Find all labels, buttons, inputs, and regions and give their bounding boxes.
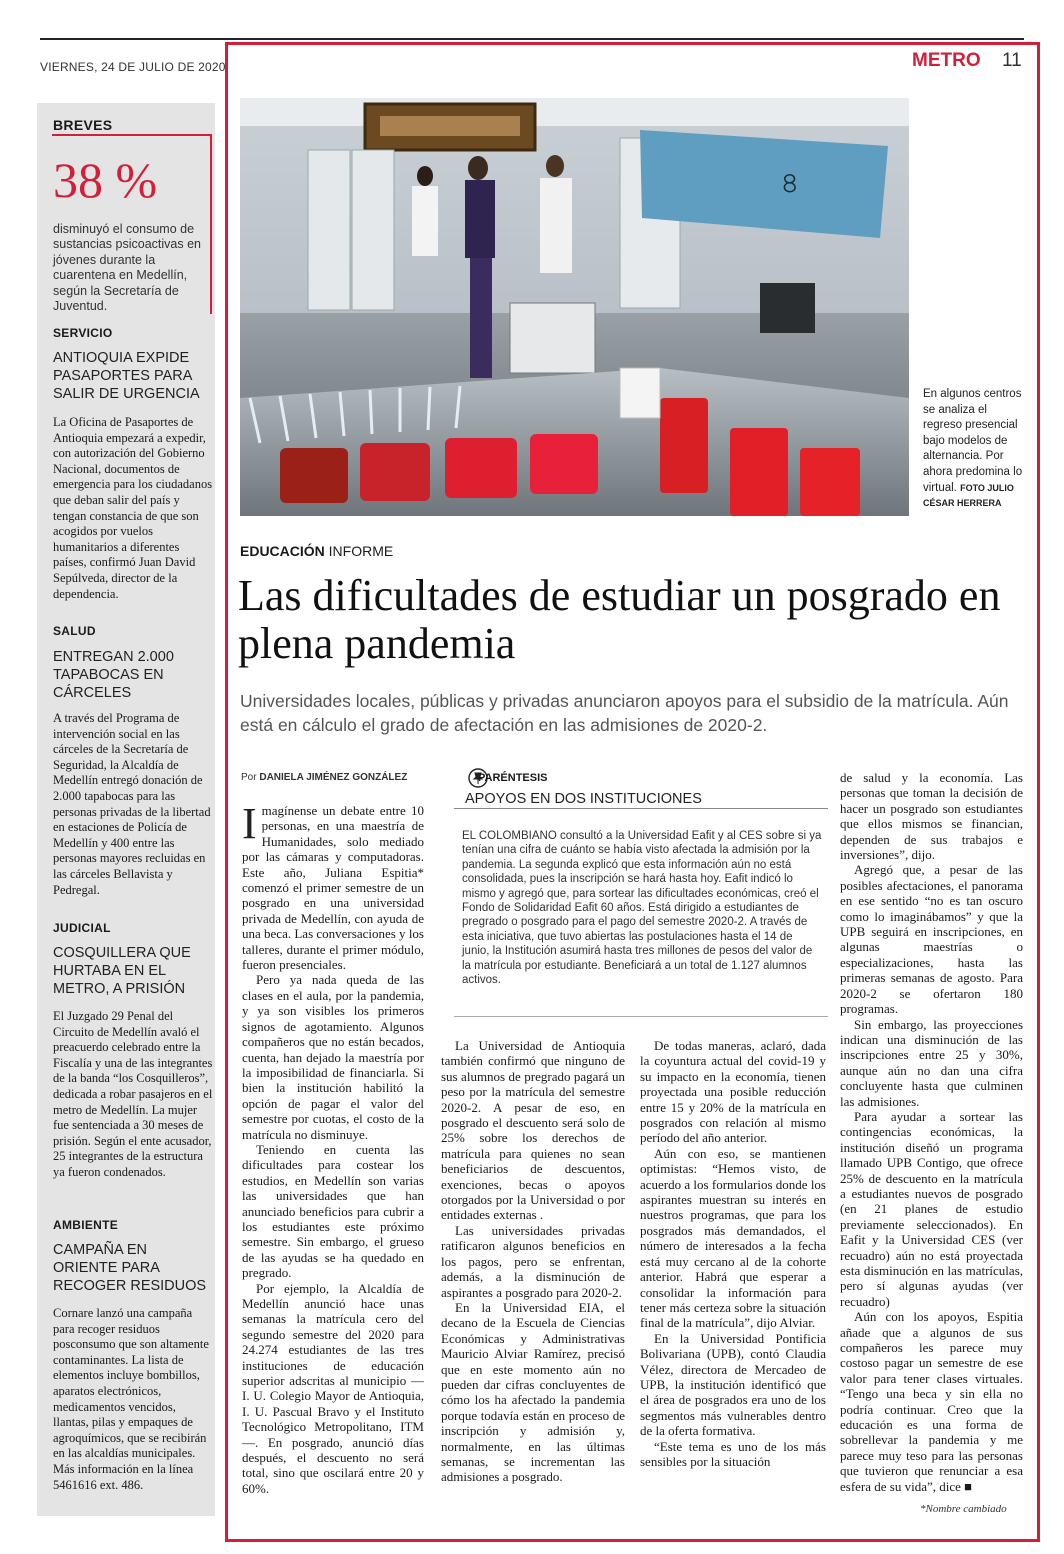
parentesis-bottom-rule (454, 1016, 828, 1017)
paragraph: Aún con los apoyos, Espitia añade que a algunos de sus compañeros les parece muy costoso pagar un semestre de ese valor para tener clases virtuales. “Tengo una beca y sin ella no podría continuar. Creo que la educación es una forma de sobrellevar la pandemia y me parece muy teso para las personas que tuvieron que renunciar a esa esfera de su vida”, dice ■ (840, 1309, 1023, 1494)
article-column-4 (840, 770, 1023, 1494)
paragraph: Teniendo en cuenta las dificultades para costear los estudios, en Medellín son varias las universidades que han anunciado beneficios para cubrir a los estudiantes este próximo semestre. Sin embargo, el grueso de las ayudas se ha quedado en pregrado. (242, 1141, 424, 1281)
sidebar-item-headline: ENTREGAN 2.000 TAPABOCAS EN CÁRCELES (53, 649, 174, 701)
paragraph (242, 799, 424, 973)
paragraph: Para ayudar a sortear las contingencias económicas, la institución diseñó un programa llamado UPB Contigo, que ofrece 25% de descuento en la matrícula a estudiantes nuevos de posgrado (en 21 planes de estudio previamente seleccionados). En Eafit y la Universidad CES (ver recuadro) aún no está proyectada esta disminución en las matrículas, pero sí algunas ayudas (ver recuadro) (840, 1108, 1023, 1309)
parentesis-label: PARÉNTESIS (478, 772, 548, 784)
issue-date: VIERNES, 24 DE JULIO DE 2020 (40, 60, 226, 74)
byline-prefix: Por (241, 772, 257, 783)
sidebar-item-body: A través del Programa de intervención social en las cárceles de la Secretaría de Seguridad, la Alcaldía de Medellín entregó donación de 2.000 tapabocas para las personas privadas de la libertad en estaciones de Policía de Medellín y 400 entre las personas mayores recluidas en las cárceles Bellavista y Pedregal. (53, 711, 211, 897)
sidebar-item-category: SALUD (53, 624, 96, 638)
kicker-section: EDUCACIÓN (240, 543, 325, 559)
paragraph: Sin embargo, las proyecciones indican una disminución de las inscripciones entre 25 y 30%, aunque aún no dan una cifra concluyente hasta que culminen las admisiones. (840, 1016, 1023, 1109)
article-deck: Universidades locales, públicas y privadas anunciaron apoyos para el subsidio de la matrícula. Aún está en cálculo el grado de afectación en las admisiones de 2020-2. (240, 691, 1009, 735)
paragraph: Aún con eso, se mantienen optimistas: “Hemos visto, de acuerdo a los formularios donde los aspirantes muestran su interés en nuestros programas, que para los posgrados más demandados, el número de interesados a la fecha está muy cercano al de la cohorte anterior. Habrá que esperar a consolidar la información para tener más certeza sobre la situación final de la matrícula”, dijo Alviar. (640, 1145, 826, 1331)
sidebar-item-headline: CAMPAÑA EN ORIENTE PARA RECOGER RESIDUOS (53, 1242, 207, 1294)
photo-caption-text: En algunos centros se analiza el regreso presencial bajo modelos de alternancia. Por ahora predomina lo virtual. (923, 388, 1023, 494)
page-number: 11 (1002, 50, 1022, 71)
sidebar-title: BREVES (53, 117, 113, 133)
svg-text:৪: ৪ (780, 167, 800, 200)
article-column-2 (441, 1038, 625, 1485)
sidebar-item-body: La Oficina de Pasaportes de Antioquia empezará a expedir, con autorización del Gobierno Nacional, documentos de emergencia para los ciudadanos que deban salir del país y tengan constancia de que son acogidos por vuelos humanitarios a diferentes países, confirmó Juan David Sepúlveda, director de la dependencia. (53, 415, 213, 601)
sidebar-item-category: AMBIENTE (53, 1218, 119, 1232)
sidebar-item-category: JUDICIAL (53, 921, 111, 935)
byline-name: DANIELA JIMÉNEZ GONZÁLEZ (259, 772, 408, 783)
top-rule (40, 38, 1024, 40)
article-kicker (240, 543, 393, 559)
article-column-1 (242, 799, 424, 1496)
kicker-type: INFORME (328, 543, 394, 559)
footnote: *Nombre cambiado (920, 1503, 1007, 1515)
drop-cap: I (242, 799, 257, 848)
paragraph: La Universidad de Antioquia también confirmó que ninguno de sus alumnos de pregrado pagará un peso por la matrícula del semestre 2020-2. A pesar de eso, en posgrado el descuento será solo de 25% sobre los derechos de matrícula para quienes no sean beneficiarios de descuentos, exenciones, becas o apoyos otorgados por la Universidad o por entidades externas . (441, 1038, 625, 1223)
article-column-3 (640, 1038, 826, 1469)
paragraph: Agregó que, a pesar de las posibles afectaciones, el panorama en ese sentido “no es tan oscuro como lo imaginábamos” y que la UPB seguirá en inscripciones, en algunas maestrías o especializaciones, hasta las primeras semanas de agosto. Para 2020-2 se ofertaron 180 programas. (840, 862, 1023, 1017)
paragraph: de salud y la economía. Las personas que toman la decisión de hacer un posgrado son estudiantes que ellos mismos se financian, dependen de sus trabajos e inversiones”, dijo. (840, 770, 1023, 863)
section-name: METRO (912, 50, 981, 71)
paragraph: En la Universidad Pontificia Bolivariana (UPB), contó Claudia Vélez, directora de Mercadeo de UPB, la institución identificó que el área de posgrados era uno de los segmentos más vulnerables dentro de la oferta formativa. (640, 1330, 826, 1439)
parentesis-top-rule (454, 808, 828, 809)
sidebar-item-headline: ANTIOQUIA EXPIDE PASAPORTES PARA SALIR DE URGENCIA (53, 350, 200, 402)
photo-caption (923, 387, 1029, 512)
byline (241, 772, 407, 783)
sidebar-item-body: Cornare lanzó una campaña para recoger residuos posconsumo que son altamente contaminantes. La lista de elementos incluye bombillos, aparatos electrónicos, medicamentos vencidos, llantas, pilas y empaques de agroquímicos, que se recibirán en las alcaldías municipales. Más información en la línea 5461616 ext. 486. (53, 1306, 209, 1492)
paragraph: Pero ya nada queda de las clases en el aula, por la pandemia, y ya son visibles los primeros signos de agotamiento. Algunos compañeros que no están becados, cuenta, han dejado la maestría por la imposibilidad de financiarla. Si bien la institución habilitó la opción de pagar el valor del semestre por cuotas, el costo de la matrícula no disminuye. (242, 972, 424, 1142)
paragraph: “Este tema es uno de los más sensibles por la situación (640, 1438, 826, 1469)
sidebar-item-category: SERVICIO (53, 326, 113, 340)
article-headline: Las dificultades de estudiar un posgrado en plena pandemia (238, 571, 1001, 668)
lab-photo (240, 98, 909, 516)
paragraph-text: magínense un debate entre 10 personas, en una maestría de Humanidades, solo mediado por las cámaras y computadoras. Este año, Juliana Espitia* comenzó el primer semestre de un posgrado en una universidad privada de Medellín, con ayuda de una beca. Las conversaciones y los talleres, durante el primer módulo, fueron presenciales. (242, 803, 424, 973)
paragraph: De todas maneras, aclaró, dada la coyuntura actual del covid-19 y su impacto en la economía, tienen proyectada una posible reducción entre 15 y 20% de la matrícula en posgrados con relación al mismo período del año anterior. (640, 1038, 826, 1146)
breves-rule (52, 134, 212, 136)
stat-text: disminuyó el consumo de sustancias psicoactivas en jóvenes durante la cuarentena en Medellín, según la Secretaría de Juventud. (53, 222, 201, 314)
parentesis-title: APOYOS EN DOS INSTITUCIONES (465, 791, 702, 807)
sidebar-item-body: El Juzgado 29 Penal del Circuito de Medellín avaló el preacuerdo celebrado entre la Fiscalía y una de las integrantes de la banda “los Cosquilleros”, dedicada a robar pasajeros en el metro de Medellín. La mujer fue sentenciada a 30 meses de prisión. Según el ente acusador, 25 integrantes de la estructura ya fueron condenados. (53, 1009, 213, 1179)
photo-credit: FOTO JULIO CÉSAR HERRERA (923, 482, 1014, 509)
paragraph: Por ejemplo, la Alcaldía de Medellín anunció hace unas semanas la matrícula cero del segundo semestre del 2020 para 24.274 estudiantes de las tres instituciones de educación superior adscritas al municipio —I. U. Colegio Mayor de Antioquia, I. U. Pascual Bravo y el Instituto Tecnológico Metropolitano, ITM—. En posgrado, anunció días después, el descuento no será total, sino que oscilará entre 20 y 60%. (242, 1280, 424, 1496)
paragraph: Las universidades privadas ratificaron algunos beneficios en los pagos, pero se enfrentan, además, a la disminución de aspirantes a posgrado para 2020-2. (441, 1222, 625, 1300)
paragraph: En la Universidad EIA, el decano de la Escuela de Ciencias Económicas y Administrativas Mauricio Alviar Ramírez, precisó que en este momento aún no pueden dar cifras concluyentes de cómo los ha afectado la pandemia porque todavía están en proceso de inscripción y admisión y, normalmente, en las últimas semanas, se incrementan las admisiones a posgrado. (441, 1299, 625, 1485)
stat-value: 38 % (53, 152, 158, 208)
sidebar-item-headline: COSQUILLERA QUE HURTABA EN EL METRO, A PRISIÓN (53, 945, 191, 997)
parentesis-body: EL COLOMBIANO consultó a la Universidad Eafit y al CES sobre si ya tenían una cifra de cuánto se había visto afectada la admisión por la pandemia. La segunda explicó que esta información aún no está consolidada, pues la inscripción se hará hasta hoy. Eafit indicó lo mismo y agregó que, para sortear las dificultades económicas, creó el Fondo de Solidaridad Eafit 60 años. Está dirigido a estudiantes de pregrado o posgrado para el pago del semestre 2020-2. A través de esta iniciativa, que tuvo abiertas las postulaciones hasta el 14 de junio, la Institución asumirá hasta tres millones de pesos del valor de la matrícula por estudiante. Beneficiará a un total de 1.127 alumnos activos. (462, 830, 822, 987)
